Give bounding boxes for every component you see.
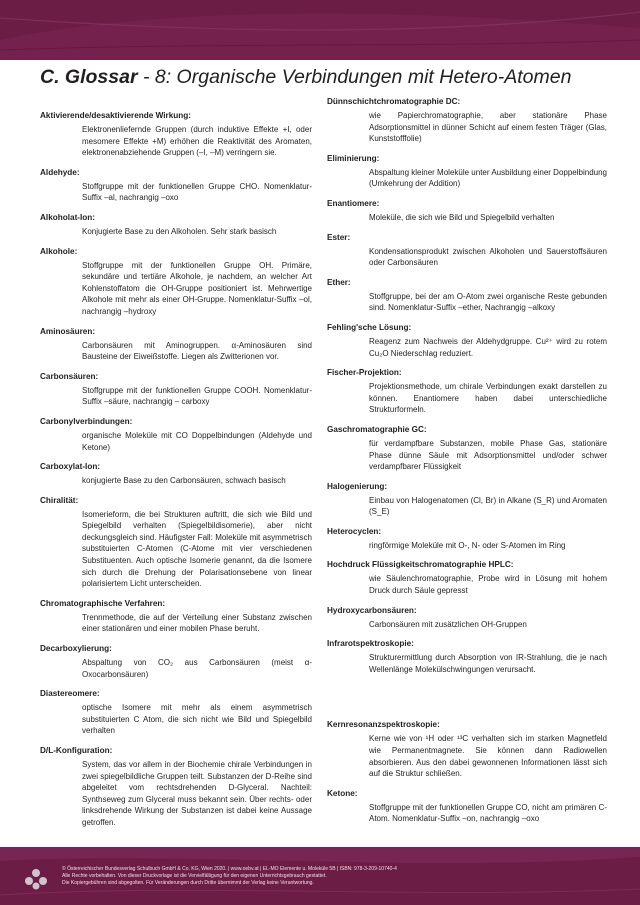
- glossary-entry: [40, 246, 312, 318]
- glossary-term: Chromatographische Verfahren:: [40, 598, 166, 608]
- glossary-definition: Stoffgruppe, bei der am O-Atom zwei organische Reste gebunden sind. Nomenklatur-Suffix –ether, Nachrangig –alkoxy: [369, 291, 607, 313]
- glossary-term: Heterocyclen:: [327, 526, 382, 536]
- glossary-entry: [40, 643, 312, 680]
- glossary-term: Fehling'sche Lösung:: [327, 322, 412, 332]
- glossary-definition: konjugierte Base zu den Carbonsäuren, schwach basisch: [82, 476, 286, 486]
- page-title: [40, 66, 610, 89]
- footer-line-2: Alle Rechte vorbehalten. Von dieser Druckvorlage ist die Vervielfältigung für den eigenen Unterrichtsgebrauch gestattet.: [62, 873, 327, 880]
- glossary-definition: organische Moleküle mit CO Doppelbindungen (Aldehyde und Ketone): [82, 430, 312, 452]
- title-rest: - 8: Organische Verbindungen mit Hetero-Atomen: [137, 66, 572, 88]
- glossary-term: Alkohole:: [40, 246, 78, 256]
- glossary-term: Diastereomere:: [40, 689, 100, 699]
- glossary-definition: für verdampfbare Substanzen, mobile Phase Gas, stationäre Phase dünne Säule mit Adsorptionsmittel und/oder schwer verdampfbarer Flüssigkeit: [369, 438, 607, 472]
- glossary-entry: [40, 688, 312, 737]
- glossary-definition: Moleküle, die sich wie Bild und Spiegelbild verhalten: [369, 212, 555, 222]
- glossary-definition: Stoffgruppe mit der funktionellen Gruppe COOH. Nomenklatur-Suffix –säure, nachrangig – carboxy: [82, 385, 312, 407]
- glossary-entry: [327, 481, 607, 518]
- left-column: [40, 110, 312, 837]
- glossary-term: Hochdruck Flüssigkeitschromatographie HPLC:: [327, 560, 514, 570]
- glossary-entry: [40, 326, 312, 363]
- glossary-entry: [327, 198, 607, 224]
- glossary-entry: [40, 371, 312, 408]
- glossary-definition: Stoffgruppe mit der funktionellen Gruppe OH. Primäre, sekundäre und tertiäre Alkohole, je nachdem, an welcher Art Kohlenstoffatom die OH-Gruppe positioniert ist. Mehrwertige Alkohole mit mehr als einer OH-Gruppe. Nomenklatur-Suffix –ol, nachrangig –hydroxy: [82, 260, 312, 316]
- glossary-term: Dünnschichtchromatographie DC:: [327, 97, 461, 106]
- glossary-term: Kernresonanzspektroskopie:: [327, 720, 440, 730]
- glossary-term: Carboxylat-Ion:: [40, 462, 101, 472]
- glossary-term: Decarboxylierung:: [40, 644, 112, 654]
- glossary-definition: Carbonsäuren mit zusätzlichen OH-Gruppen: [369, 619, 527, 629]
- glossary-definition: Kondensationsprodukt zwischen Alkoholen und Sauerstoffsäuren oder Carbonsäuren: [369, 246, 607, 268]
- glossary-term: Ether:: [327, 277, 351, 287]
- glossary-term: D/L-Konfiguration:: [40, 746, 113, 755]
- glossary-definition: Stoffgruppe mit der funktionellen Gruppe CHO. Nomenklatur-Suffix –al, nachrangig –oxo: [82, 181, 312, 203]
- glossary-term: Carbonylverbindungen:: [40, 416, 133, 426]
- glossary-term: Infrarotspektroskopie:: [327, 639, 414, 649]
- glossary-definition: Strukturermittlung durch Absorption von IR-Strahlung, die je nach Wellenlänge Molekülschwingungen verursacht.: [369, 653, 607, 674]
- glossary-definition: Abspaltung von CO₂ aus Carbonsäuren (meist α-Oxocarbonsäuren): [82, 658, 312, 679]
- glossary-entry: [327, 638, 607, 675]
- header-wave-decoration: [0, 0, 640, 60]
- glossary-definition: Isomerieform, die bei Strukturen auftritt, die sich wie Bild und Spiegelbild verhalten (Spiegelbildisomerie), aber nicht deckungsgleich sind. Häufigster Fall: Moleküle mit asymmetrisch substituierten C-Atomen (C-Atome mit vier verschiedenen Substituenten. Auch optische Isomerie genannt, da die Isomere sich durch die Drehung der Polarisationsebene von linear polarisiertem Licht unterscheiden.: [82, 509, 312, 589]
- footer-copyright: [62, 866, 622, 888]
- glossary-entry: [40, 745, 312, 829]
- glossary-term: Ketone:: [327, 788, 358, 798]
- glossary-definition: Projektionsmethode, um chirale Verbindungen exakt darstellen zu können. Enantiomere haben dabei unterschiedliche Strukturformeln.: [369, 382, 607, 415]
- glossary-term: Aldehyde:: [40, 167, 80, 177]
- glossary-term: Halogenierung:: [327, 481, 388, 491]
- glossary-definition: wie Papierchromatographie, aber stationäre Phase Adsorptionsmittel in dünner Schicht auf einem festen Träger (Glas, Kunststofffolie): [369, 111, 607, 144]
- glossary-definition: System, das vor allem in der Biochemie chirale Verbindungen in zwei spiegelbildliche Gruppen teilt. Substanzen der D-Reihe sind abgeleitet vom rechtsdrehenden D-Glyceral. Nachteil: Synthseweg zum Glyceral muss bekannt sein. Über rechts- oder linksdrehende Wirkung der Substanzen ist dabei keine Aussage getroffen.: [82, 760, 312, 827]
- glossary-definition: Reagenz zum Nachweis der Aldehydgruppe. Cu²⁺ wird zu rotem Cu₂O Niederschlag reduziert.: [369, 336, 607, 358]
- glossary-entry: [327, 559, 607, 596]
- glossary-term: Enantiomere:: [327, 198, 380, 208]
- glossary-entry: [327, 277, 607, 314]
- glossary-entry: [327, 232, 607, 269]
- glossary-entry: [327, 788, 607, 825]
- glossary-term: Aktivierende/desaktivierende Wirkung:: [40, 111, 191, 120]
- glossary-entry: [327, 153, 607, 190]
- glossary-entry: [40, 167, 312, 204]
- glossary-term: Gaschromatographie GC:: [327, 424, 427, 434]
- title-prefix: C. Glossar: [40, 66, 138, 88]
- glossary-definition: Stoffgruppe mit der funktionellen Gruppe CO, nicht am primären C-Atom. Nomenklatur-Suffix –on, nachrangig –oxo: [369, 802, 607, 824]
- glossary-entry: [327, 96, 607, 145]
- glossary-definition: wie Säulenchromatographie, Probe wird in Lösung mit hohem Druck durch Säule gepresst: [369, 574, 607, 596]
- glossary-term: Chiralität:: [40, 495, 79, 505]
- glossary-definition: Einbau von Halogenatomen (Cl, Br) in Alkane (S_R) und Aromaten (S_E): [369, 495, 607, 517]
- glossary-entry: [327, 367, 607, 416]
- glossary-entry: [327, 605, 607, 631]
- glossary-definition: Elektronenliefernde Gruppen (durch induktive Effekte +I, oder mesomere Effekte +M) erhöhen die Reaktivität des Aromaten, elektronenabziehende Gruppen (–I, –M) verringern sie.: [82, 125, 312, 158]
- glossary-term: Carbonsäuren:: [40, 371, 99, 381]
- glossary-entry: [40, 495, 312, 590]
- glossary-term: Alkoholat-Ion:: [40, 212, 96, 222]
- glossary-term: Ester:: [327, 232, 351, 242]
- publisher-logo-icon: [24, 867, 48, 891]
- glossary-entry: [327, 424, 607, 473]
- glossary-definition: Abspaltung kleiner Moleküle unter Ausbildung einer Doppelbindung (Umkehrung der Addition): [369, 167, 607, 189]
- glossary-entry: [327, 526, 607, 552]
- footer-line-3: Die Kopiergebühren sind abgegolten. Für Veränderungen durch Dritte übernimmt der Verlag keine Verantwortung.: [62, 880, 314, 887]
- glossary-entry: [40, 461, 312, 487]
- right-column: [327, 96, 607, 833]
- glossary-term: Aminosäuren:: [40, 326, 96, 336]
- glossary-definition: ringförmige Moleküle mit O-, N- oder S-Atomen im Ring: [369, 540, 566, 550]
- glossary-term: Eliminierung:: [327, 153, 380, 163]
- glossary-entry: [40, 212, 312, 238]
- glossary-entry: [327, 322, 607, 359]
- header-band: [0, 0, 640, 60]
- glossary-definition: Trennmethode, die auf der Verteilung einer Substanz zwischen einer stationären und einer mobilen Phase beruht.: [82, 612, 312, 634]
- glossary-term: Hydroxycarbonsäuren:: [327, 605, 417, 615]
- glossary-definition: Kerne wie von ¹H oder ¹³C verhalten sich im starken Magnetfeld wie Permanentmagnete. Sie können dann Radiowellen absorbieren. Aus den dabei gewonnenen Informationen lässt sich auf die Struktur schließen.: [369, 734, 607, 779]
- glossary-entry: [327, 719, 607, 779]
- glossary-entry: [40, 416, 312, 453]
- glossary-definition: Carbonsäuren mit Aminogruppen. α-Aminosäuren sind Bausteine der Eiweißstoffe. Liegen als Zwitterionen vor.: [82, 340, 312, 362]
- glossary-definition: optische Isomere mit mehr als einem asymmetrisch substituierten C Atom, die sich nicht wie Bild und Spiegelbild verhalten: [82, 703, 312, 736]
- footer-line-1: © Österreichischer Bundesverlag Schulbuch GmbH & Co. KG, Wien 2020. | www.oebv.at | EL-MO Elemente u. Moleküle 5B | ISBN: 978-3-209-10740-4: [62, 866, 397, 872]
- glossary-entry: [40, 598, 312, 635]
- glossary-term: Fischer-Projektion:: [327, 368, 402, 378]
- glossary-definition: Konjugierte Base zu den Alkoholen. Sehr stark basisch: [82, 226, 277, 236]
- glossary-entry: [40, 110, 312, 159]
